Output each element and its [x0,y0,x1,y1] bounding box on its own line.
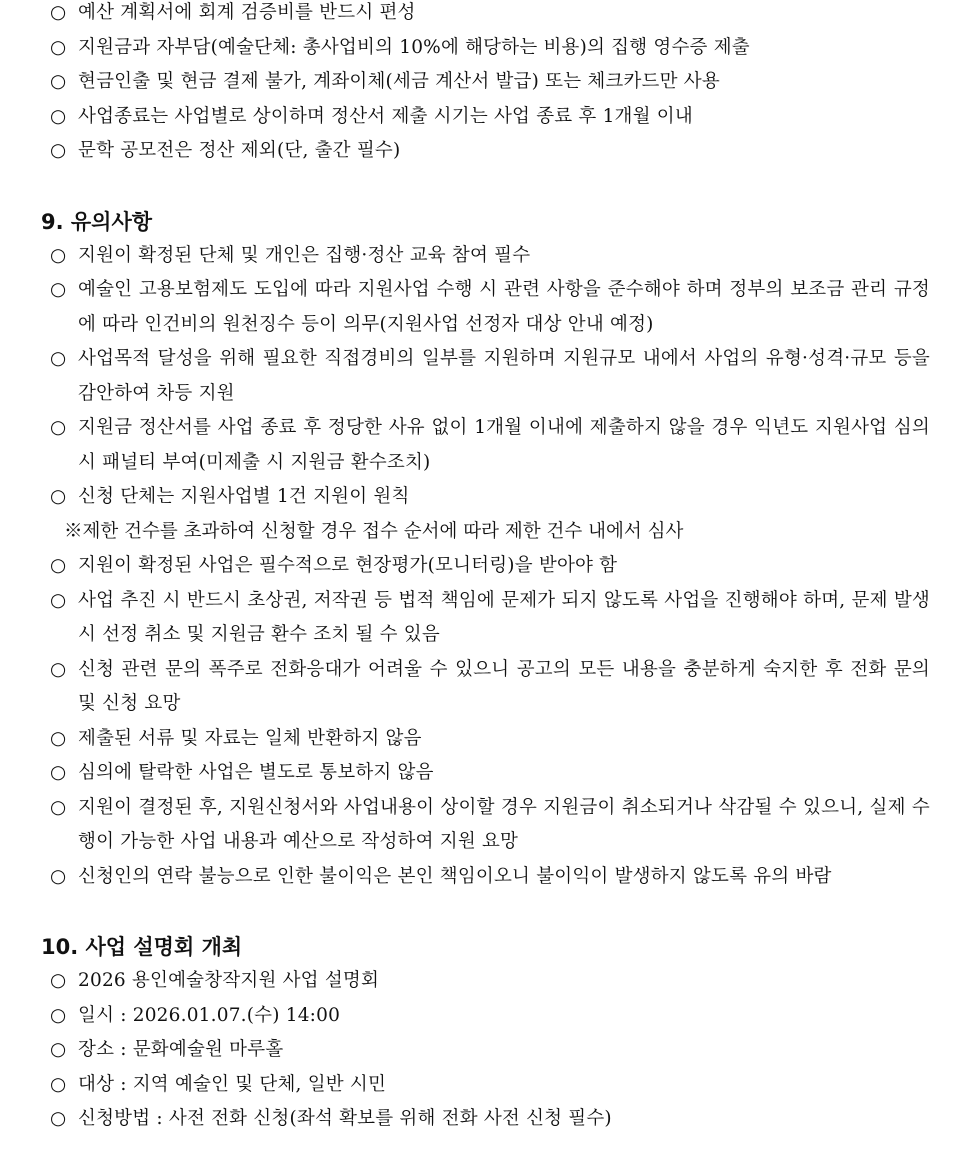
list-item [0,480,954,515]
list-item [0,722,954,757]
list-item-text: 신청 단체는 지원사업별 1건 지원이 원칙 [78,486,410,507]
list-item-text: 지원이 확정된 사업은 필수적으로 현장평가(모니터링)을 받아야 함 [78,555,618,576]
circle-bullet-icon: ○ [50,658,67,680]
list-item [0,964,954,999]
circle-bullet-icon: ○ [50,555,67,576]
list-item-text: 사업목적 달성을 위해 필요한 직접경비의 일부를 지원하며 지원규모 내에서 사업의 유형·성격·규모 등을 감안하여 차등 지원 [78,348,930,404]
list-item [0,134,954,169]
list-item-text: 2026 용인예술창작지원 사업 설명회 [78,970,380,991]
list-item-text: 지원이 확정된 단체 및 개인은 집행·정산 교육 참여 필수 [78,244,531,266]
list-item [0,1033,954,1068]
list-item-text: 일시 : 2026.01.07.(수) 14:00 [78,1004,341,1026]
list-item [0,860,954,895]
list-item [0,273,954,342]
circle-bullet-icon: ○ [50,71,67,92]
list-item-text: 대상 : 지역 예술인 및 단체, 일반 시민 [78,1073,387,1095]
list-item [0,1068,954,1103]
circle-bullet-icon: ○ [50,486,67,507]
section-8-tail-list [0,0,954,169]
list-item [0,31,954,66]
list-item [0,411,954,480]
list-item [0,100,954,135]
circle-bullet-icon: ○ [50,727,67,749]
list-item-text: 예산 계획서에 회계 검증비를 반드시 편성 [78,2,416,23]
list-item [0,342,954,411]
list-item [0,791,954,860]
list-item [0,549,954,584]
circle-bullet-icon: ○ [50,1004,67,1026]
list-item-text: 지원이 결정된 후, 지원신청서와 사업내용이 상이할 경우 지원금이 취소되거나 삭감될 수 있으니, 실제 수행이 가능한 사업 내용과 예산으로 작성하여 지원 요망 [78,796,930,852]
circle-bullet-icon: ○ [50,36,67,58]
circle-bullet-icon: ○ [50,1073,67,1095]
circle-bullet-icon: ○ [50,1039,67,1060]
circle-bullet-icon: ○ [50,244,67,266]
section-9-heading: 9. 유의사항 [41,209,153,234]
circle-bullet-icon: ○ [50,140,67,161]
list-item-text: 신청 관련 문의 폭주로 전화응대가 어려울 수 있으니 공고의 모든 내용을 충분하게 숙지한 후 전화 문의 및 신청 요망 [78,658,930,714]
list-item-text: 신청인의 연락 불능으로 인한 불이익은 본인 책임이오니 불이익이 발생하지 않도록 유의 바람 [78,865,832,887]
list-item-text: 예술인 고용보험제도 도입에 따라 지원사업 수행 시 관련 사항을 준수해야 하며 정부의 보조금 관리 규정에 따라 인건비의 원천징수 등이 의무(지원사업 선정자 대상 안내 예정) [78,279,930,335]
circle-bullet-icon: ○ [50,1108,67,1129]
list-item [0,0,954,31]
list-item [0,653,954,722]
list-item-text: 장소 : 문화예술원 마루홀 [78,1039,284,1060]
list-item [0,239,954,274]
circle-bullet-icon: ○ [50,589,67,611]
list-item-text: 신청방법 : 사전 전화 신청(좌석 확보를 위해 전화 사전 신청 필수) [78,1108,612,1129]
circle-bullet-icon: ○ [50,796,67,818]
list-item-text: 지원금과 자부담(예술단체: 총사업비의 10%에 해당하는 비용)의 집행 영수증 제출 [78,36,750,58]
list-item [0,65,954,100]
list-item-text: 현금인출 및 현금 결제 불가, 계좌이체(세금 계산서 발급) 또는 체크카드만 사용 [78,71,720,92]
circle-bullet-icon: ○ [50,105,67,127]
list-item-text: 사업종료는 사업별로 상이하며 정산서 제출 시기는 사업 종료 후 1개월 이내 [78,105,693,127]
section-9-list [0,239,954,515]
section-10-heading: 10. 사업 설명회 개최 [41,935,243,959]
circle-bullet-icon: ○ [50,865,67,887]
list-item [0,999,954,1034]
circle-bullet-icon: ○ [50,970,67,991]
list-item-text: 제출된 서류 및 자료는 일체 반환하지 않음 [78,727,422,749]
list-item [0,584,954,653]
section-9-list-continued [0,549,954,894]
list-item-text: 심의에 탈락한 사업은 별도로 통보하지 않음 [78,762,434,783]
note-text: ※제한 건수를 초과하여 신청할 경우 접수 순서에 따라 제한 건수 내에서 심사 [64,520,684,542]
circle-bullet-icon: ○ [50,762,67,783]
list-item-text: 사업 추진 시 반드시 초상권, 저작권 등 법적 책임에 문제가 되지 않도록 사업을 진행해야 하며, 문제 발생 시 선정 취소 및 지원금 환수 조치 될 수 있음 [78,589,930,645]
list-item-text: 지원금 정산서를 사업 종료 후 정당한 사유 없이 1개월 이내에 제출하지 않을 경우 익년도 지원사업 심의 시 패널티 부여(미제출 시 지원금 환수조치) [78,417,930,473]
list-item [0,1102,954,1137]
circle-bullet-icon: ○ [50,417,67,438]
list-item [0,756,954,791]
circle-bullet-icon: ○ [50,279,67,300]
circle-bullet-icon: ○ [50,348,67,369]
section-10-list [0,964,954,1137]
list-item-text: 문학 공모전은 정산 제외(단, 출간 필수) [78,140,401,161]
circle-bullet-icon: ○ [50,2,67,23]
